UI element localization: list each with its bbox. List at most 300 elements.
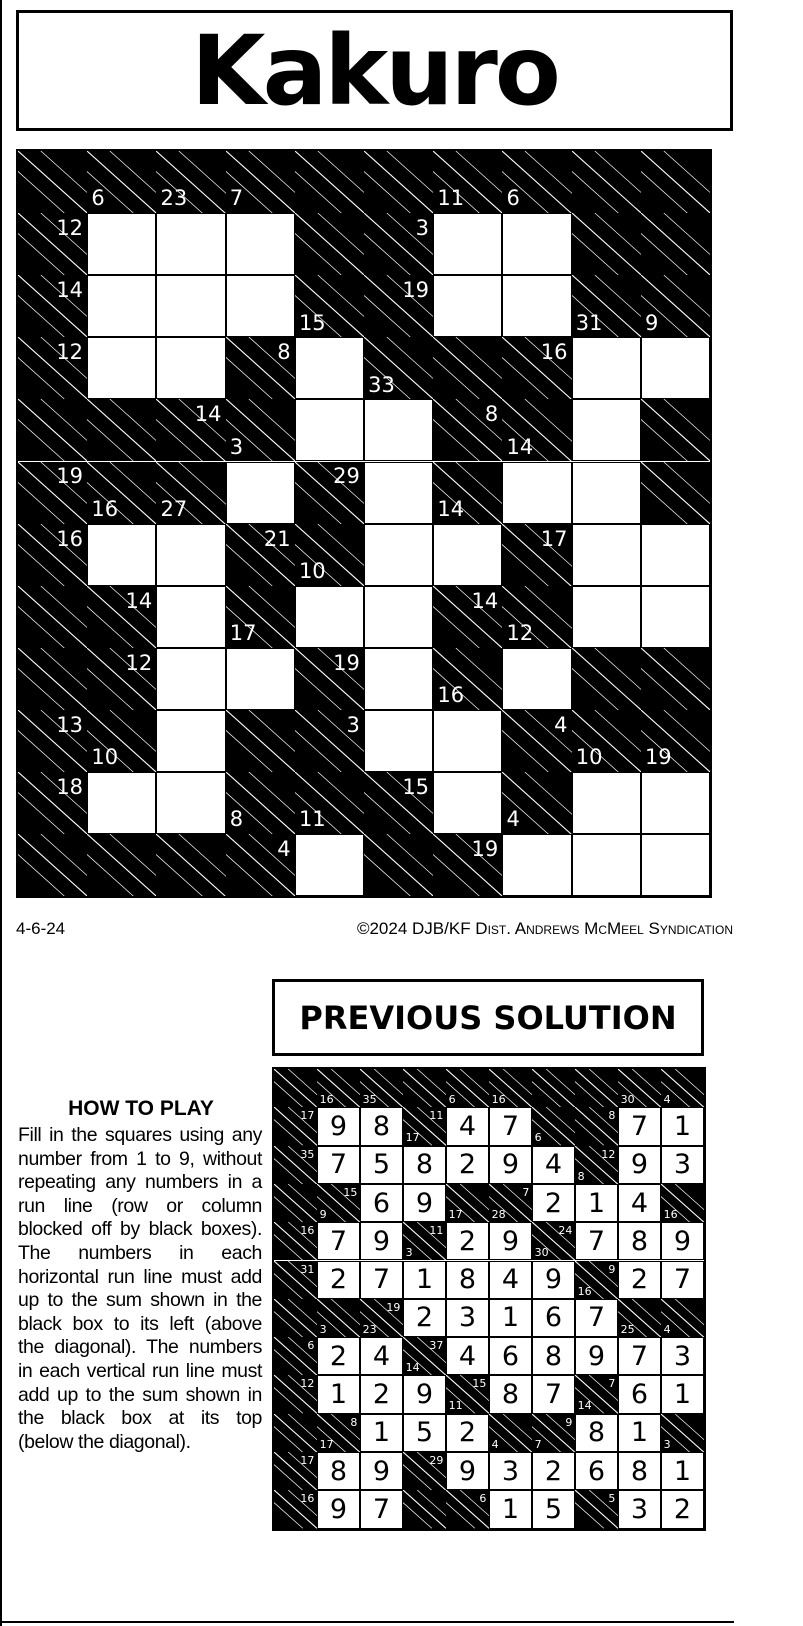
diagonal-hatch — [295, 151, 364, 213]
solution-white-cell — [317, 1146, 360, 1184]
puzzle-down-clue: 3 — [229, 434, 244, 459]
puzzle-white-cell[interactable] — [433, 524, 502, 586]
puzzle-white-cell[interactable] — [87, 524, 156, 586]
solution-white-cell — [403, 1184, 446, 1222]
solution-cell-digit: 7 — [587, 1225, 606, 1257]
puzzle-black-cell — [641, 648, 710, 710]
solution-black-cell — [532, 1069, 575, 1107]
puzzle-across-clue: 18 — [56, 774, 84, 799]
puzzle-white-cell[interactable] — [572, 834, 641, 896]
solution-cell-digit: 7 — [372, 1493, 391, 1525]
puzzle-white-cell[interactable] — [572, 524, 641, 586]
solution-cell-digit: 8 — [544, 1340, 563, 1372]
solution-white-cell — [489, 1337, 532, 1375]
puzzle-down-clue: 12 — [506, 621, 534, 646]
solution-white-cell — [661, 1107, 704, 1145]
puzzle-down-clue: 10 — [298, 558, 326, 583]
puzzle-white-cell[interactable] — [572, 772, 641, 834]
puzzle-white-cell[interactable] — [295, 337, 364, 399]
puzzle-black-cell — [641, 213, 710, 275]
solution-white-cell — [489, 1222, 532, 1260]
puzzle-white-cell[interactable] — [295, 586, 364, 648]
solution-cell-digit: 7 — [329, 1149, 348, 1181]
solution-across-clue: 16 — [300, 1492, 315, 1506]
puzzle-white-cell[interactable] — [226, 462, 295, 524]
solution-cell-digit: 7 — [372, 1264, 391, 1296]
puzzle-black-cell — [226, 399, 295, 461]
puzzle-black-cell — [572, 648, 641, 710]
puzzle-black-cell — [641, 399, 710, 461]
puzzle-white-cell[interactable] — [433, 275, 502, 337]
solution-down-clue: 17 — [448, 1207, 463, 1221]
solution-cell-digit: 9 — [630, 1149, 649, 1181]
puzzle-black-cell — [295, 213, 364, 275]
puzzle-white-cell[interactable] — [641, 772, 710, 834]
puzzle-white-cell[interactable] — [156, 586, 225, 648]
solution-down-clue: 16 — [577, 1284, 592, 1298]
diagonal-hatch — [274, 1069, 317, 1107]
solution-white-cell — [446, 1222, 489, 1260]
puzzle-white-cell[interactable] — [156, 772, 225, 834]
puzzle-black-cell — [295, 524, 364, 586]
solution-across-clue: 17 — [300, 1109, 315, 1123]
puzzle-black-cell — [18, 462, 87, 524]
solution-across-clue: 15 — [343, 1185, 358, 1199]
puzzle-across-clue: 19 — [333, 650, 360, 675]
solution-cell-digit: 2 — [544, 1455, 563, 1487]
puzzle-black-cell — [433, 586, 502, 648]
solution-black-cell — [661, 1184, 704, 1222]
solution-white-cell — [661, 1146, 704, 1184]
solution-cell-digit: 2 — [372, 1379, 391, 1411]
solution-white-cell — [317, 1337, 360, 1375]
puzzle-black-cell — [295, 772, 364, 834]
puzzle-white-cell[interactable] — [226, 275, 295, 337]
puzzle-black-cell — [156, 462, 225, 524]
puzzle-black-cell — [502, 710, 571, 772]
puzzle-white-cell[interactable] — [364, 462, 433, 524]
solution-white-cell — [618, 1452, 661, 1490]
puzzle-white-cell[interactable] — [156, 710, 225, 772]
solution-cell-digit: 5 — [372, 1149, 391, 1181]
solution-cell-digit: 1 — [587, 1187, 606, 1219]
solution-white-cell — [661, 1222, 704, 1260]
puzzle-white-cell[interactable] — [364, 399, 433, 461]
puzzle-across-clue: 21 — [263, 526, 291, 551]
solution-black-cell — [618, 1299, 661, 1337]
solution-cell-digit: 1 — [501, 1493, 520, 1525]
solution-across-clue: 7 — [608, 1377, 616, 1391]
solution-black-cell — [661, 1299, 704, 1337]
solution-black-cell — [661, 1414, 704, 1452]
solution-cell-digit: 6 — [501, 1340, 520, 1372]
puzzle-white-cell[interactable] — [364, 710, 433, 772]
puzzle-black-cell — [641, 462, 710, 524]
solution-across-clue: 11 — [429, 1109, 444, 1123]
diagonal-hatch — [572, 213, 641, 275]
solution-white-cell — [446, 1337, 489, 1375]
previous-solution-grid — [272, 1067, 706, 1531]
solution-cell-digit: 7 — [673, 1264, 692, 1296]
puzzle-white-cell[interactable] — [502, 213, 571, 275]
solution-across-clue: 9 — [608, 1262, 616, 1276]
puzzle-black-cell — [156, 399, 225, 461]
puzzle-black-cell — [502, 586, 571, 648]
puzzle-black-cell — [295, 648, 364, 710]
solution-white-cell — [403, 1261, 446, 1299]
diagonal-hatch — [641, 151, 710, 213]
puzzle-white-cell[interactable] — [641, 337, 710, 399]
puzzle-across-clue: 4 — [554, 712, 568, 737]
solution-white-cell — [403, 1299, 446, 1337]
solution-white-cell — [317, 1261, 360, 1299]
solution-down-clue: 6 — [534, 1131, 542, 1145]
puzzle-white-cell[interactable] — [502, 462, 571, 524]
puzzle-black-cell — [502, 772, 571, 834]
solution-cell-digit: 2 — [630, 1264, 649, 1296]
puzzle-black-cell — [226, 772, 295, 834]
puzzle-white-cell[interactable] — [364, 648, 433, 710]
solution-black-cell — [403, 1222, 446, 1260]
puzzle-white-cell[interactable] — [641, 834, 710, 896]
solution-cell-digit: 1 — [501, 1302, 520, 1334]
puzzle-white-cell[interactable] — [641, 586, 710, 648]
solution-down-clue: 4 — [491, 1437, 499, 1451]
puzzle-across-clue: 14 — [56, 278, 84, 303]
solution-white-cell — [360, 1414, 403, 1452]
solution-black-cell — [403, 1452, 446, 1490]
solution-down-clue: 7 — [534, 1437, 542, 1451]
puzzle-across-clue: 14 — [194, 402, 222, 427]
solution-cell-digit: 9 — [329, 1493, 348, 1525]
puzzle-white-cell[interactable] — [226, 648, 295, 710]
solution-white-cell — [618, 1414, 661, 1452]
solution-cell-digit: 8 — [372, 1110, 391, 1142]
puzzle-down-clue: 4 — [506, 807, 520, 832]
puzzle-black-cell — [18, 337, 87, 399]
solution-white-cell — [317, 1375, 360, 1413]
puzzle-black-cell — [226, 524, 295, 586]
puzzle-black-cell — [641, 710, 710, 772]
solution-black-cell — [489, 1069, 532, 1107]
puzzle-across-clue: 3 — [346, 712, 360, 737]
puzzle-across-clue: 15 — [402, 774, 430, 799]
solution-white-cell — [360, 1261, 403, 1299]
puzzle-down-clue: 14 — [506, 434, 534, 459]
puzzle-black-cell — [18, 151, 87, 213]
diagonal-hatch — [641, 462, 710, 524]
puzzle-white-cell[interactable] — [295, 399, 364, 461]
solution-cell-digit: 1 — [630, 1417, 649, 1449]
solution-cell-digit: 2 — [329, 1264, 348, 1296]
solution-black-cell — [274, 1414, 317, 1452]
solution-white-cell — [360, 1146, 403, 1184]
puzzle-across-clue: 19 — [471, 837, 499, 862]
solution-cell-digit: 7 — [630, 1340, 649, 1372]
puzzle-white-cell[interactable] — [226, 213, 295, 275]
puzzle-across-clue: 17 — [540, 526, 568, 551]
puzzle-white-cell[interactable] — [156, 275, 225, 337]
solution-black-cell — [403, 1337, 446, 1375]
puzzle-down-clue: 9 — [644, 310, 659, 335]
diagonal-hatch — [364, 834, 433, 896]
solution-white-cell — [661, 1337, 704, 1375]
solution-down-clue: 16 — [663, 1207, 678, 1221]
solution-down-clue: 30 — [534, 1246, 549, 1260]
solution-cell-digit: 7 — [501, 1110, 520, 1142]
puzzle-black-cell — [226, 337, 295, 399]
puzzle-black-cell — [572, 213, 641, 275]
puzzle-white-cell[interactable] — [87, 337, 156, 399]
solution-across-clue: 19 — [386, 1300, 401, 1314]
puzzle-black-cell — [18, 524, 87, 586]
solution-white-cell — [618, 1490, 661, 1528]
puzzle-white-cell[interactable] — [641, 524, 710, 586]
solution-down-clue: 8 — [577, 1169, 585, 1183]
solution-down-clue: 25 — [620, 1322, 635, 1336]
puzzle-black-cell — [18, 586, 87, 648]
solution-black-cell — [317, 1069, 360, 1107]
kakuro-puzzle-grid — [16, 149, 712, 898]
puzzle-white-cell[interactable] — [572, 586, 641, 648]
solution-cell-digit: 1 — [415, 1264, 434, 1296]
puzzle-black-cell — [226, 834, 295, 896]
puzzle-down-clue: 19 — [644, 745, 672, 770]
solution-white-cell — [317, 1490, 360, 1528]
solution-white-cell — [360, 1184, 403, 1222]
solution-black-cell — [274, 1222, 317, 1260]
solution-across-clue: 11 — [429, 1224, 444, 1238]
puzzle-black-cell — [226, 710, 295, 772]
puzzle-white-cell[interactable] — [364, 586, 433, 648]
solution-black-cell — [274, 1069, 317, 1107]
solution-white-cell — [360, 1490, 403, 1528]
solution-white-cell — [489, 1107, 532, 1145]
solution-cell-digit: 6 — [544, 1302, 563, 1334]
solution-white-cell — [317, 1452, 360, 1490]
puzzle-black-cell — [572, 275, 641, 337]
puzzle-white-cell[interactable] — [502, 834, 571, 896]
solution-white-cell — [532, 1299, 575, 1337]
puzzle-white-cell[interactable] — [572, 462, 641, 524]
solution-down-clue: 3 — [319, 1322, 327, 1336]
solution-white-cell — [489, 1452, 532, 1490]
puzzle-across-clue: 8 — [277, 340, 291, 365]
puzzle-across-clue: 19 — [56, 464, 84, 489]
solution-white-cell — [575, 1452, 618, 1490]
puzzle-white-cell[interactable] — [572, 399, 641, 461]
solution-white-cell — [575, 1184, 618, 1222]
puzzle-black-cell — [641, 275, 710, 337]
solution-down-clue: 3 — [405, 1246, 413, 1260]
solution-black-cell — [403, 1069, 446, 1107]
solution-white-cell — [618, 1337, 661, 1375]
solution-down-clue: 17 — [405, 1131, 420, 1145]
solution-cell-digit: 2 — [329, 1340, 348, 1372]
solution-black-cell — [274, 1184, 317, 1222]
solution-cell-digit: 5 — [544, 1493, 563, 1525]
puzzle-white-cell[interactable] — [572, 337, 641, 399]
solution-across-clue: 17 — [300, 1454, 315, 1468]
puzzle-white-cell[interactable] — [87, 213, 156, 275]
puzzle-down-clue: 7 — [229, 186, 244, 211]
solution-white-cell — [661, 1375, 704, 1413]
solution-down-clue: 35 — [362, 1093, 377, 1106]
puzzle-black-cell — [87, 710, 156, 772]
solution-white-cell — [360, 1222, 403, 1260]
solution-black-cell — [532, 1107, 575, 1145]
puzzle-white-cell[interactable] — [156, 648, 225, 710]
puzzle-across-clue: 16 — [540, 340, 568, 365]
puzzle-across-clue: 19 — [402, 278, 430, 303]
puzzle-down-clue: 6 — [506, 186, 520, 211]
solution-cell-digit: 9 — [329, 1110, 348, 1142]
solution-cell-digit: 4 — [458, 1340, 477, 1372]
puzzle-black-cell — [433, 834, 502, 896]
solution-cell-digit: 3 — [458, 1302, 477, 1334]
puzzle-white-cell[interactable] — [502, 648, 571, 710]
puzzle-white-cell[interactable] — [364, 524, 433, 586]
solution-white-cell — [403, 1146, 446, 1184]
puzzle-down-clue: 8 — [229, 807, 244, 832]
solution-across-clue: 12 — [300, 1377, 315, 1391]
solution-white-cell — [489, 1375, 532, 1413]
puzzle-black-cell — [87, 151, 156, 213]
puzzle-white-cell[interactable] — [295, 834, 364, 896]
solution-black-cell — [575, 1069, 618, 1107]
diagonal-hatch — [156, 834, 225, 896]
diagonal-hatch — [18, 648, 87, 710]
solution-black-cell — [274, 1337, 317, 1375]
solution-cell-digit: 7 — [587, 1302, 606, 1334]
diagonal-hatch — [532, 1069, 575, 1107]
solution-cell-digit: 2 — [458, 1225, 477, 1257]
diagonal-hatch — [403, 1069, 446, 1107]
solution-cell-digit: 4 — [458, 1110, 477, 1142]
solution-white-cell — [575, 1337, 618, 1375]
diagonal-hatch — [274, 1184, 317, 1222]
solution-white-cell — [403, 1414, 446, 1452]
solution-cell-digit: 3 — [673, 1340, 692, 1372]
puzzle-across-clue: 12 — [125, 650, 153, 675]
how-to-play-text: Fill in the squares using any number from 1 to 9, without repeating any numbers in a run line (row or column blocked off by black boxes). The numbers in each horizontal run line must add up to the sum shown in the black box to its left (above the diagonal). The numbers in each vertical run line must add up to the sum shown in the black box at its top (below the diagonal). — [18, 1124, 262, 1453]
diagonal-hatch — [226, 710, 295, 772]
solution-black-cell — [489, 1414, 532, 1452]
puzzle-black-cell — [295, 710, 364, 772]
solution-white-cell — [446, 1261, 489, 1299]
solution-across-clue: 9 — [565, 1415, 573, 1429]
solution-white-cell — [360, 1337, 403, 1375]
solution-down-clue: 30 — [620, 1093, 635, 1106]
solution-cell-digit: 9 — [501, 1225, 520, 1257]
puzzle-across-clue: 12 — [56, 216, 84, 241]
puzzle-white-cell[interactable] — [433, 213, 502, 275]
bottom-rule — [2, 1621, 734, 1623]
diagonal-hatch — [18, 834, 87, 896]
puzzle-black-cell — [502, 337, 571, 399]
puzzle-down-clue: 11 — [298, 807, 326, 832]
solution-white-cell — [532, 1452, 575, 1490]
solution-cell-digit: 8 — [630, 1455, 649, 1487]
solution-down-clue: 11 — [448, 1399, 463, 1413]
page-title: Kakuro — [191, 14, 558, 127]
puzzle-black-cell — [18, 772, 87, 834]
solution-white-cell — [489, 1146, 532, 1184]
puzzle-white-cell[interactable] — [502, 275, 571, 337]
solution-cell-digit: 3 — [630, 1493, 649, 1525]
puzzle-white-cell[interactable] — [156, 337, 225, 399]
puzzle-white-cell[interactable] — [156, 524, 225, 586]
solution-cell-digit: 9 — [415, 1187, 434, 1219]
puzzle-down-clue: 17 — [229, 621, 257, 646]
puzzle-white-cell[interactable] — [433, 710, 502, 772]
solution-down-clue: 14 — [405, 1361, 420, 1375]
puzzle-black-cell — [364, 213, 433, 275]
solution-white-cell — [661, 1452, 704, 1490]
solution-white-cell — [446, 1146, 489, 1184]
puzzle-black-cell — [502, 399, 571, 461]
solution-white-cell — [575, 1414, 618, 1452]
puzzle-white-cell[interactable] — [433, 772, 502, 834]
solution-black-cell — [274, 1452, 317, 1490]
puzzle-across-clue: 14 — [125, 588, 153, 613]
solution-black-cell — [317, 1414, 360, 1452]
solution-down-clue: 9 — [319, 1207, 327, 1221]
solution-white-cell — [489, 1299, 532, 1337]
solution-white-cell — [575, 1299, 618, 1337]
puzzle-across-clue: 8 — [484, 402, 499, 427]
solution-black-cell — [274, 1490, 317, 1528]
previous-solution-title: PREVIOUS SOLUTION — [299, 998, 677, 1037]
solution-cell-digit: 4 — [501, 1264, 520, 1296]
puzzle-down-clue: 11 — [437, 186, 465, 211]
solution-cell-digit: 7 — [630, 1110, 649, 1142]
diagonal-hatch — [18, 399, 87, 461]
solution-white-cell — [532, 1261, 575, 1299]
solution-across-clue: 31 — [300, 1262, 315, 1276]
solution-cell-digit: 8 — [415, 1149, 434, 1181]
solution-black-cell — [532, 1222, 575, 1260]
solution-cell-digit: 9 — [372, 1225, 391, 1257]
puzzle-black-cell — [87, 462, 156, 524]
solution-white-cell — [532, 1184, 575, 1222]
solution-down-clue: 28 — [491, 1207, 506, 1221]
puzzle-down-clue: 15 — [298, 310, 326, 335]
puzzle-black-cell — [87, 399, 156, 461]
puzzle-white-cell[interactable] — [87, 275, 156, 337]
solution-white-cell — [446, 1107, 489, 1145]
puzzle-white-cell[interactable] — [87, 772, 156, 834]
solution-black-cell — [575, 1375, 618, 1413]
solution-across-clue: 5 — [608, 1492, 616, 1506]
solution-white-cell — [618, 1375, 661, 1413]
solution-cell-digit: 9 — [587, 1340, 606, 1372]
solution-cell-digit: 1 — [673, 1455, 692, 1487]
puzzle-black-cell — [433, 151, 502, 213]
puzzle-black-cell — [18, 834, 87, 896]
puzzle-black-cell — [295, 462, 364, 524]
solution-black-cell — [575, 1146, 618, 1184]
diagonal-hatch — [274, 1299, 317, 1337]
solution-down-clue: 4 — [663, 1322, 671, 1336]
puzzle-white-cell[interactable] — [156, 213, 225, 275]
puzzle-across-clue: 14 — [471, 588, 499, 613]
solution-across-clue: 16 — [300, 1224, 315, 1238]
solution-white-cell — [489, 1490, 532, 1528]
solution-white-cell — [575, 1222, 618, 1260]
solution-cell-digit: 1 — [329, 1379, 348, 1411]
diagonal-hatch — [18, 151, 87, 213]
